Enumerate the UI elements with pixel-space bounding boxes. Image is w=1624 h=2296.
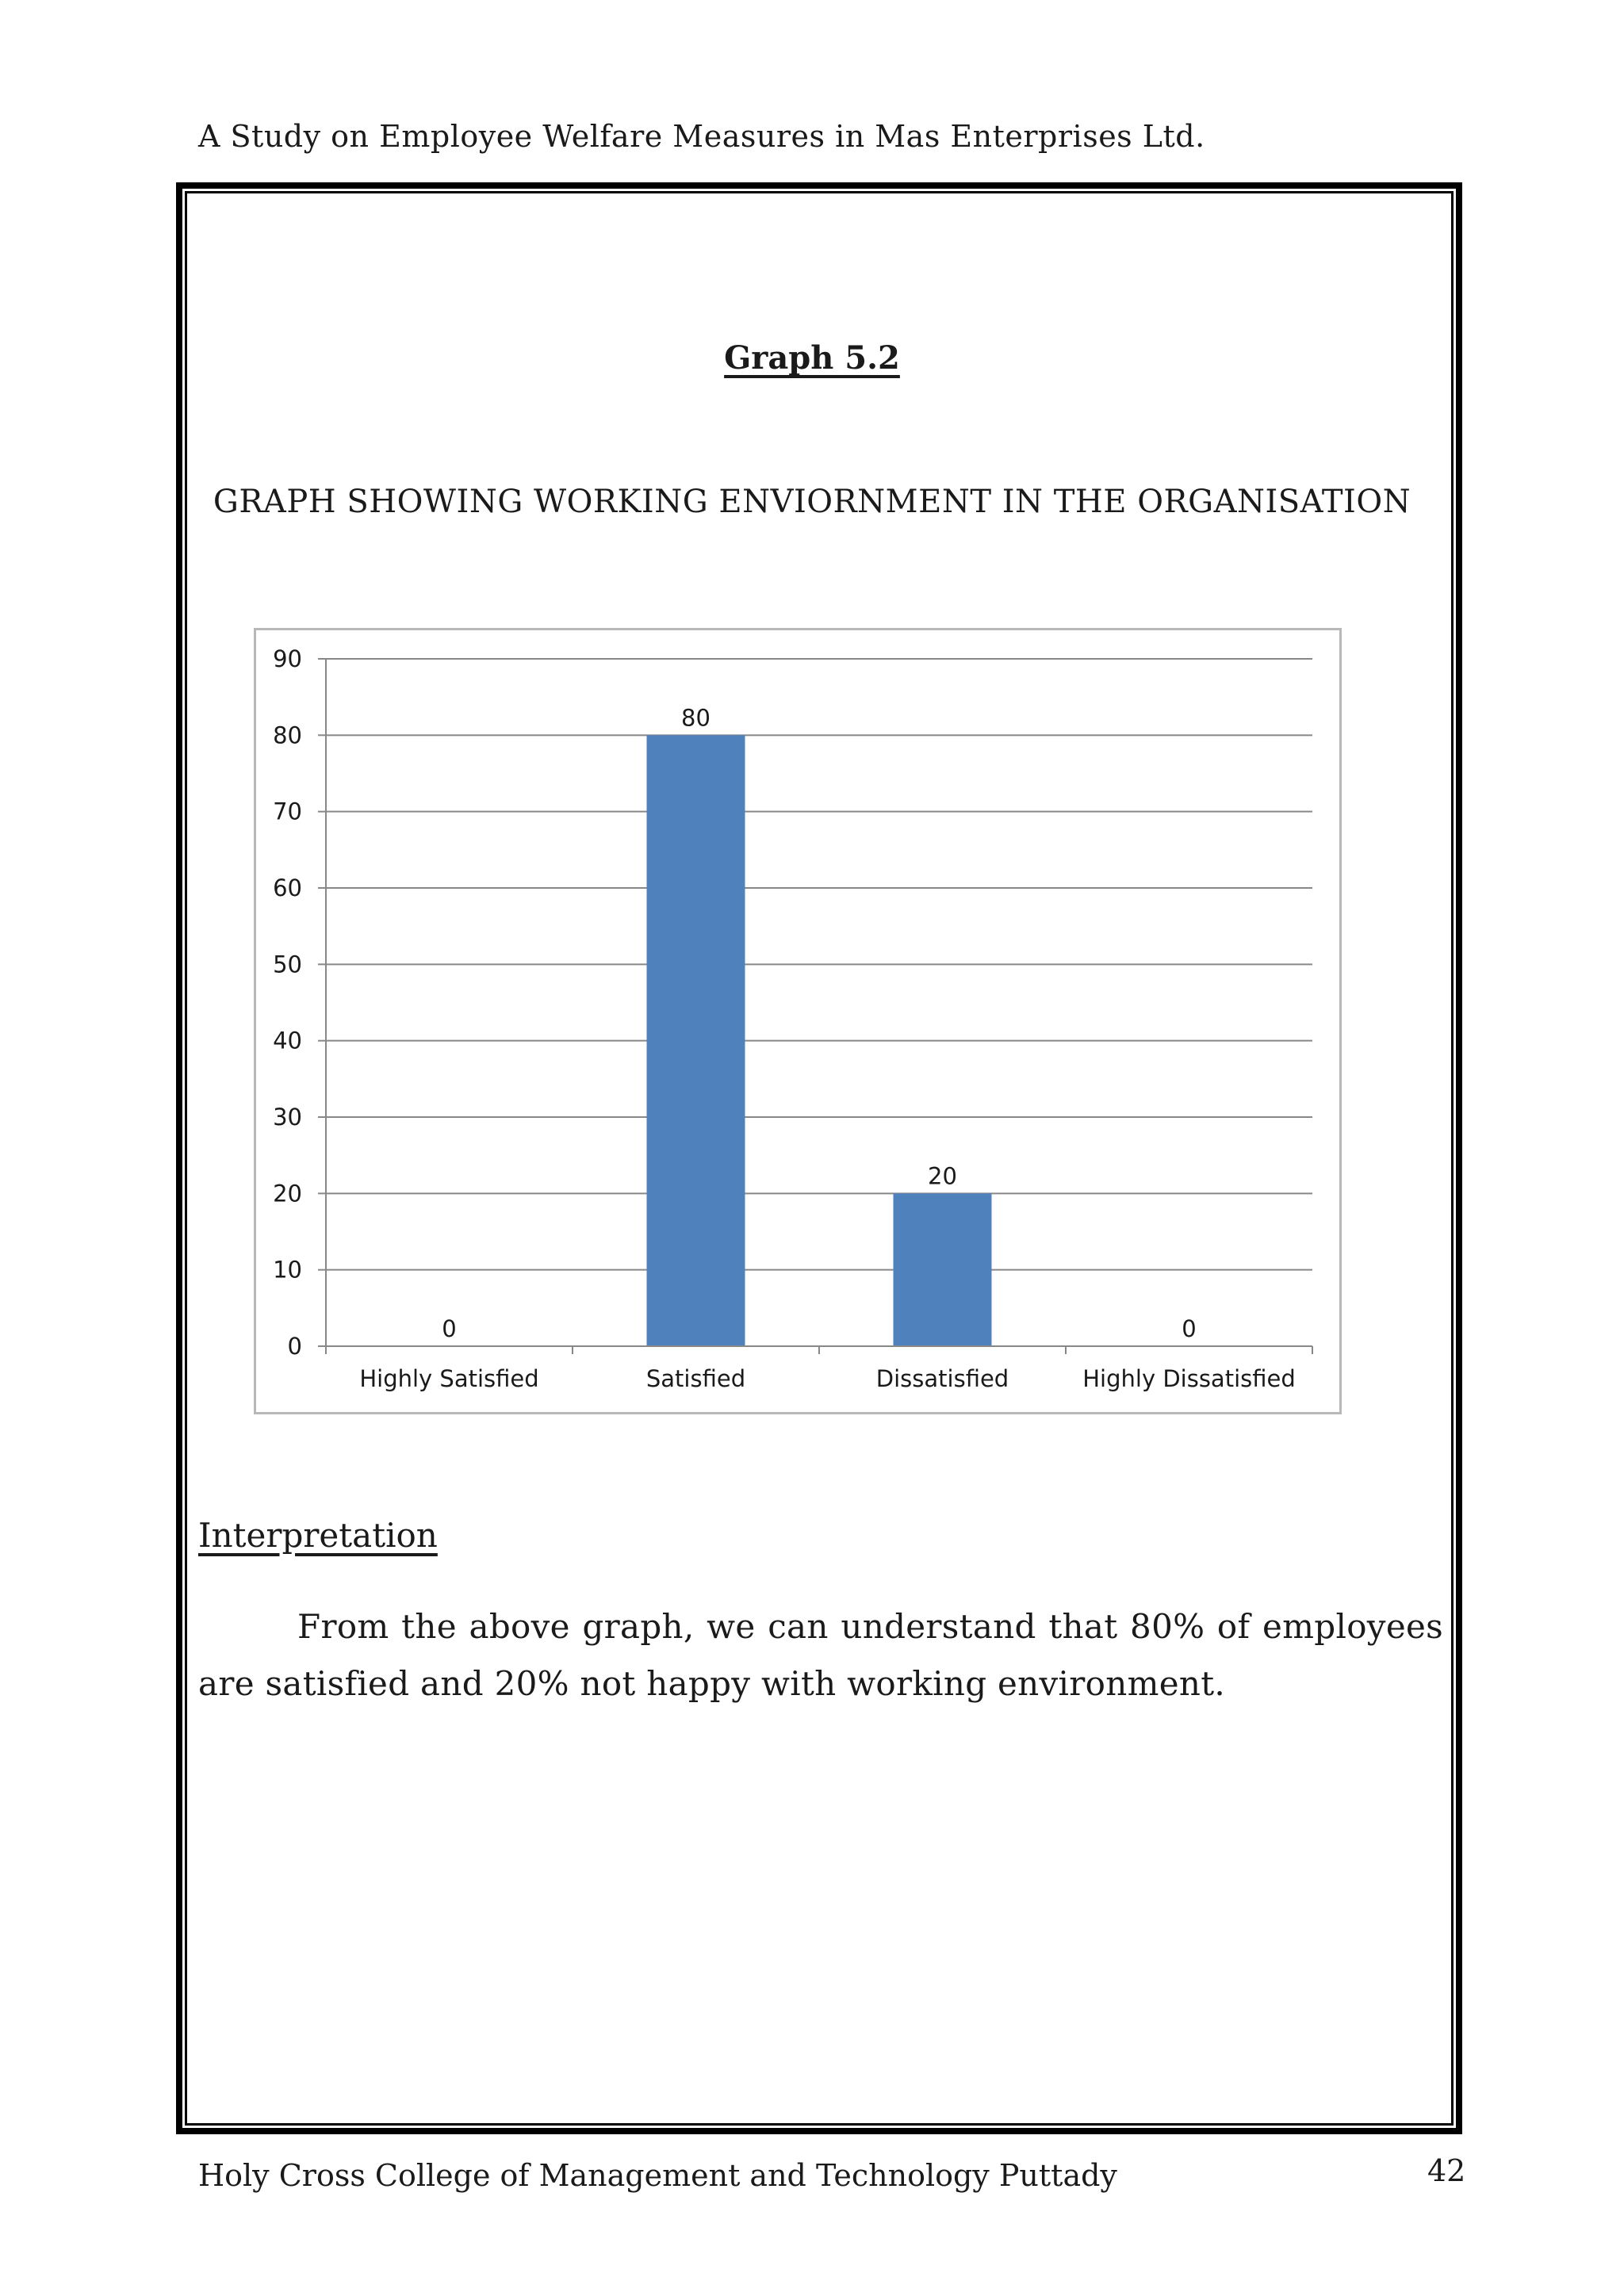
x-category-label: Satisfied [645, 1365, 746, 1392]
graph-number: Graph 5.2 [724, 339, 900, 377]
y-tick-label: 30 [273, 1104, 302, 1131]
x-category-label: Highly Satisfied [359, 1365, 539, 1392]
labels [273, 645, 1296, 1392]
bar-chart-svg [256, 630, 1339, 1412]
y-tick-label: 0 [287, 1333, 302, 1360]
bar [647, 735, 745, 1346]
bar [894, 1193, 992, 1346]
y-tick-label: 70 [273, 798, 302, 825]
x-category-label: Dissatisfied [875, 1365, 1009, 1392]
footer-college-name: Holy Cross College of Management and Technology Puttady [198, 2158, 1117, 2193]
data-label: 20 [928, 1162, 957, 1190]
y-tick-label: 60 [273, 874, 302, 901]
data-label: 0 [442, 1315, 457, 1342]
y-tick-label: 90 [273, 645, 302, 672]
y-tick-label: 50 [273, 951, 302, 978]
y-tick-label: 40 [273, 1027, 302, 1054]
axes [318, 659, 1312, 1354]
running-header: A Study on Employee Welfare Measures in Mas Enterprises Ltd. [198, 119, 1205, 154]
gridlines [326, 659, 1312, 1270]
y-tick-label: 80 [273, 721, 302, 749]
bar-chart [254, 628, 1342, 1414]
graph-title: GRAPH SHOWING WORKING ENVIORNMENT IN THE ORGANISATION [213, 484, 1411, 520]
interpretation-text: From the above graph, we can understand that 80% of employees are satisfied and 20% not happy with working environment. [198, 1607, 1443, 1703]
y-tick-label: 20 [273, 1180, 302, 1207]
x-category-label: Highly Dissatisfied [1082, 1365, 1296, 1392]
page-number: 42 [1427, 2153, 1466, 2188]
y-tick-label: 10 [273, 1256, 302, 1284]
interpretation-heading: Interpretation [198, 1516, 438, 1555]
data-label: 80 [681, 704, 710, 732]
data-label: 0 [1182, 1315, 1197, 1342]
